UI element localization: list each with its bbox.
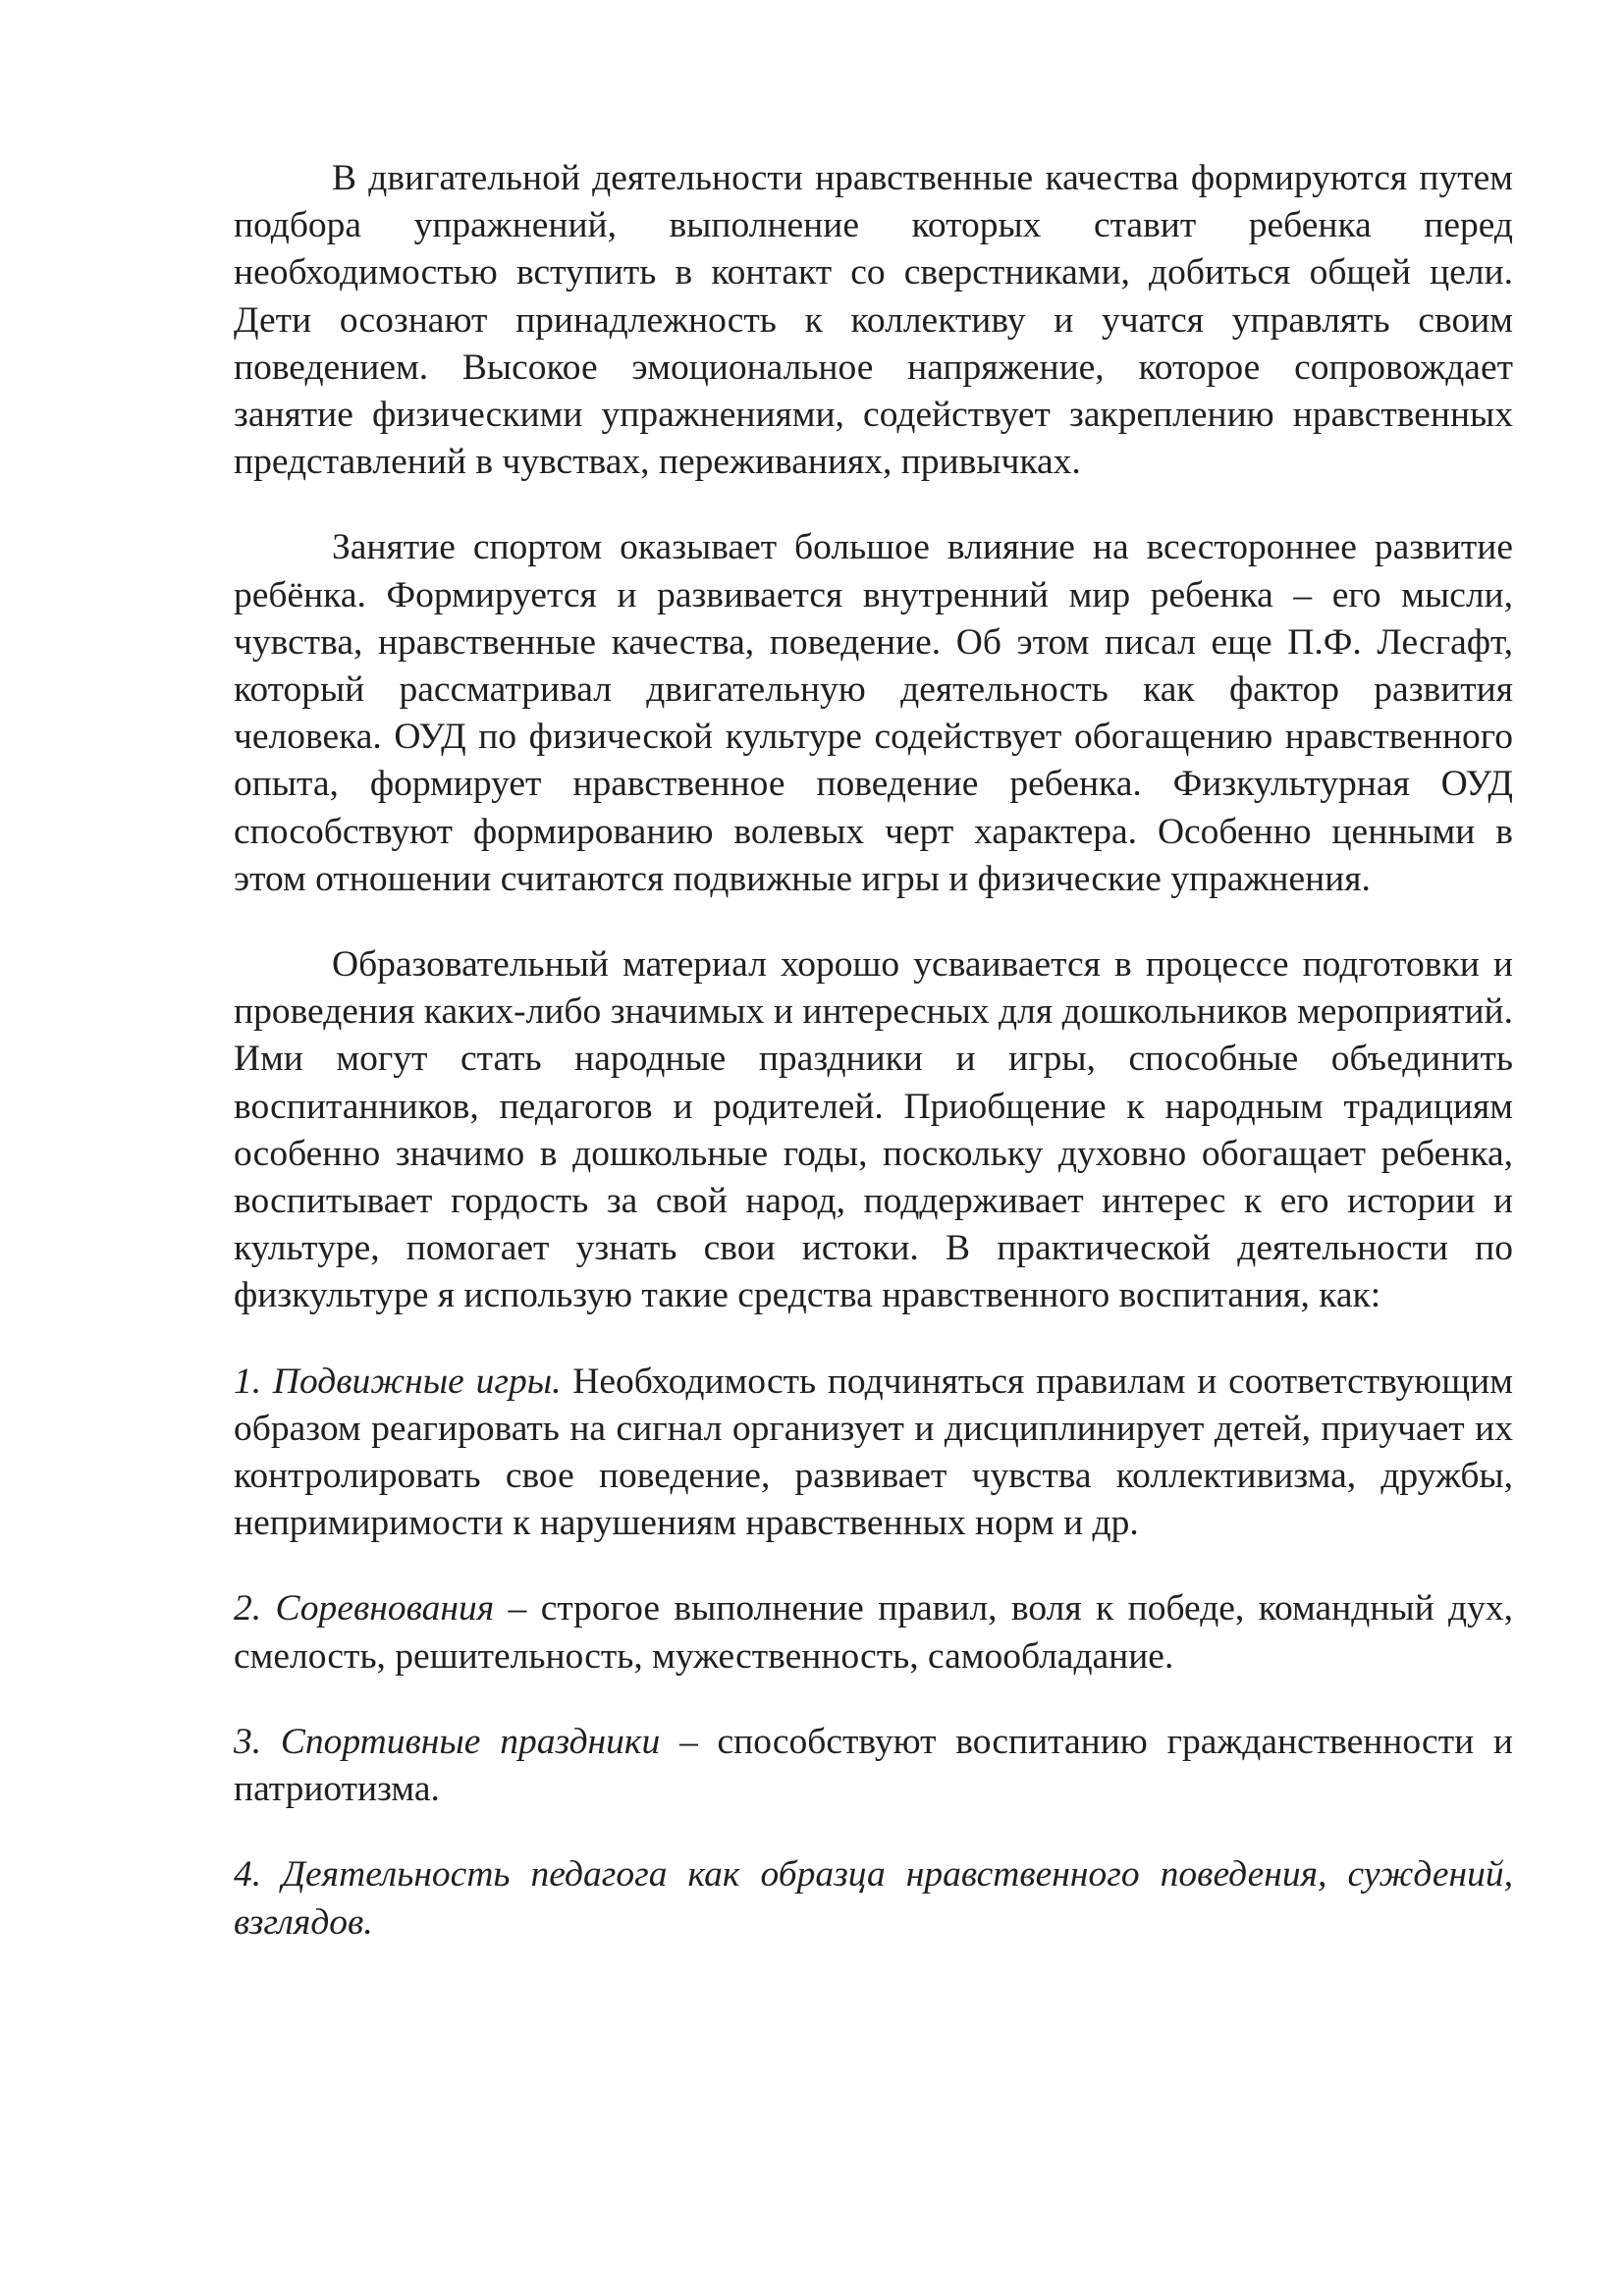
list-item-competitions <box>234 1585 1513 1680</box>
document-body <box>234 155 1513 1947</box>
list-term: 4. Деятельность педагога как образца нравственного поведения, суждений, взглядов. <box>234 1854 1513 1943</box>
list-term: 3. Спортивные праздники <box>234 1721 661 1762</box>
list-item-outdoor-games <box>234 1359 1513 1548</box>
paragraph-motor-activity: В двигательной деятельности нравственные качества формируются путем подбора упражнений, выполнение которых ставит ребенка перед необходимостью вступить в контакт со сверстниками, добиться общей цели. Дети осознают принадлежность к коллективу и учатся управлять своим поведением. Высокое эмоциональное напряжение, которое сопровождает занятие физическими упражнениями, содействует закреплению нравственных представлений в чувствах, переживаниях, привычках. <box>234 158 1513 483</box>
paragraph-sport-influence: Занятие спортом оказывает большое влияние на всестороннее развитие ребёнка. Формируется и развивается внутренний мир ребенка – его мысли, чувства, нравственные качества, поведение. Об этом писал еще П.Ф. Лесгафт, который рассматривал двигательную деятельность как фактор развития человека. ОУД по физической культуре содействует обогащению нравственного опыта, формирует нравственное поведение ребенка. Физкультурная ОУД способствуют формированию волевых черт характера. Особенно ценными в этом отношении считаются подвижные игры и физические упражнения. <box>234 527 1513 899</box>
list-term: 1. Подвижные игры. <box>234 1361 562 1402</box>
list-text: Необходимость подчиняться правилам и соответствующим образом реагировать на сигнал организует и дисциплинирует детей, приучает их контролировать свое поведение, развивает чувства коллективизма, дружбы, непримиримости к нарушениям нравственных норм и др. <box>234 1361 1513 1544</box>
paragraph-educational-material: Образовательный материал хорошо усваивается в процессе подготовки и проведения каких-либо значимых и интересных для дошкольников мероприятий. Ими могут стать народные праздники и игры, способные объединить воспитанников, педагогов и родителей. Приобщение к народным традициям особенно значимо в дошкольные годы, поскольку духовно обогащает ребенка, воспитывает гордость за свой народ, поддерживает интерес к его истории и культуре, помогает узнать свои истоки. В практической деятельности по физкультуре я использую такие средства нравственного воспитания, как: <box>234 944 1513 1316</box>
list-term: 2. Соревнования <box>234 1588 495 1629</box>
list-item-teacher-example <box>234 1851 1513 1946</box>
list-text: – способствуют воспитанию гражданственности и патриотизма. <box>234 1721 1513 1810</box>
list-text: – строгое выполнение правил, воля к победе, командный дух, смелость, решительность, мужественность, самообладание. <box>234 1588 1513 1677</box>
list-item-sport-holidays <box>234 1719 1513 1813</box>
